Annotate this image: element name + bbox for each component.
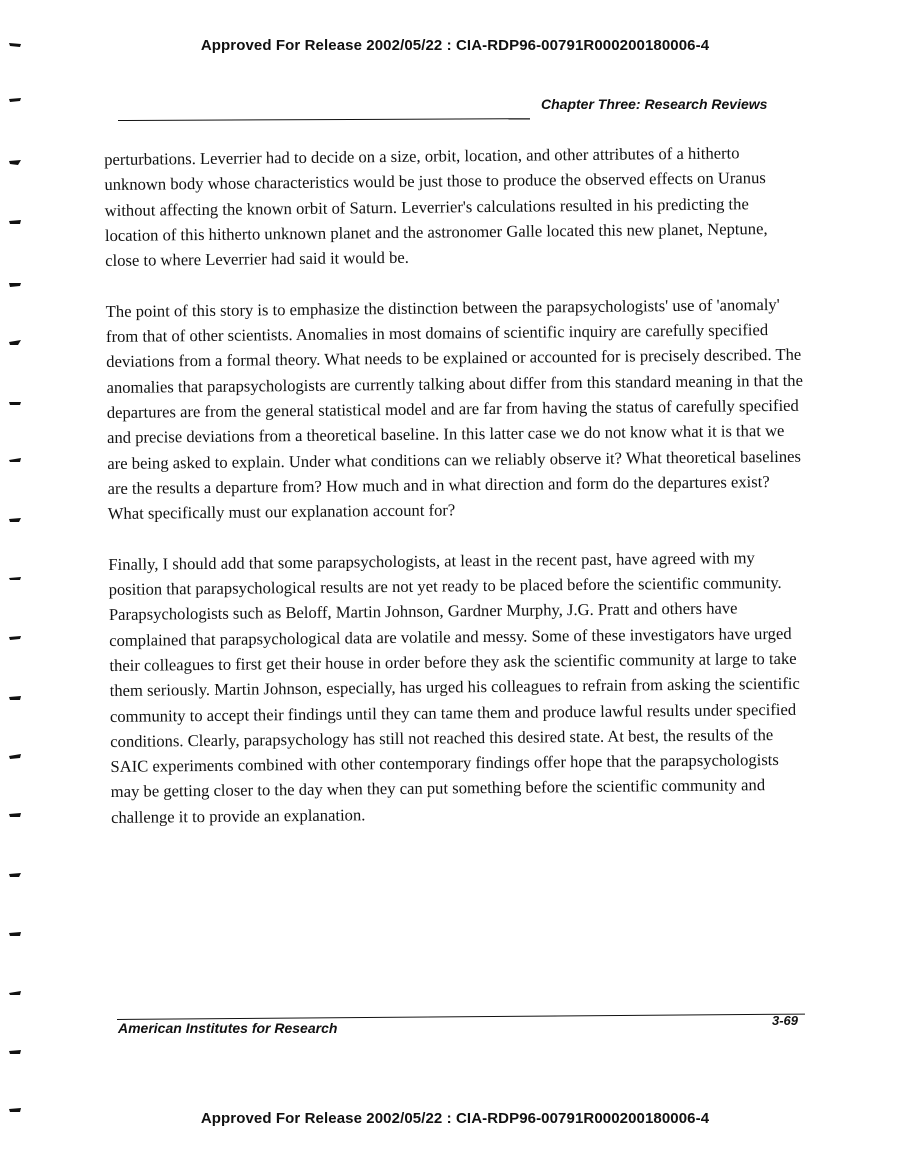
binder-punch-marks bbox=[0, 0, 30, 1165]
body-text bbox=[104, 140, 809, 856]
release-stamp-top: Approved For Release 2002/05/22 : CIA-RDP96-00791R000200180006-4 bbox=[200, 37, 710, 54]
chapter-heading: Chapter Three: Research Reviews bbox=[541, 96, 768, 112]
paragraph-2: The point of this story is to emphasize the distinction between the parapsychologists' use of 'anomaly' from that of other scientists. Anomalies in most domains of scientific inquiry are carefully specified deviations from a formal theory. What needs to be explained or accounted for is precisely described. The anomalies that parapsychologists are currently talking about differ from this standard meaning in that the departures are from the general statistical model and are far from having the status of carefully specified and precise deviations from a theoretical baseline. In this latter case we do not know what it is that we are being asked to explain. Under what conditions can we reliably observe it? What theoretical baselines are the results a departure from? How much and in what direction and form do the departures exist? What specifically must our explanation account for? bbox=[105, 294, 804, 524]
paragraph-1: perturbations. Leverrier had to decide on a size, orbit, location, and other attributes of a hitherto unknown body whose characteristics would be just those to produce the observed effects on Uranus without affecting the known orbit of Saturn. Leverrier's calculations resulted in his predicting the location of this hitherto unknown planet and the astronomer Galle located this new planet, Neptune, close to where Leverrier had said it would be. bbox=[104, 143, 768, 271]
release-stamp-bottom: Approved For Release 2002/05/22 : CIA-RDP96-00791R000200180006-4 bbox=[200, 1110, 710, 1127]
header-rule bbox=[118, 118, 530, 121]
page-number: 3-69 bbox=[772, 1013, 799, 1028]
paragraph-3: Finally, I should add that some parapsychologists, at least in the recent past, have agreed with my position that parapsychological results are not yet ready to be placed before the scientific community. Parapsychologists such as Beloff, Martin Johnson, Gardner Murphy, J.G. Pratt and others have complained that parapsychological data are volatile and messy. Some of these investigators have urged their colleagues to first get their house in order before they ask the scientific community at large to take them seriously. Martin Johnson, especially, has urged his colleagues to refrain from asking the scientific community to accept their findings until they can tame them and produce lawful results under specified conditions. Clearly, parapsychology has still not reached this desired state. At best, the results of the SAIC experiments combined with other contemporary findings offer hope that the parapsychologists may be getting closer to the day when they can put something before the scientific community and challenge it to provide an explanation. bbox=[108, 547, 800, 827]
footer-organization: American Institutes for Research bbox=[118, 1020, 338, 1036]
